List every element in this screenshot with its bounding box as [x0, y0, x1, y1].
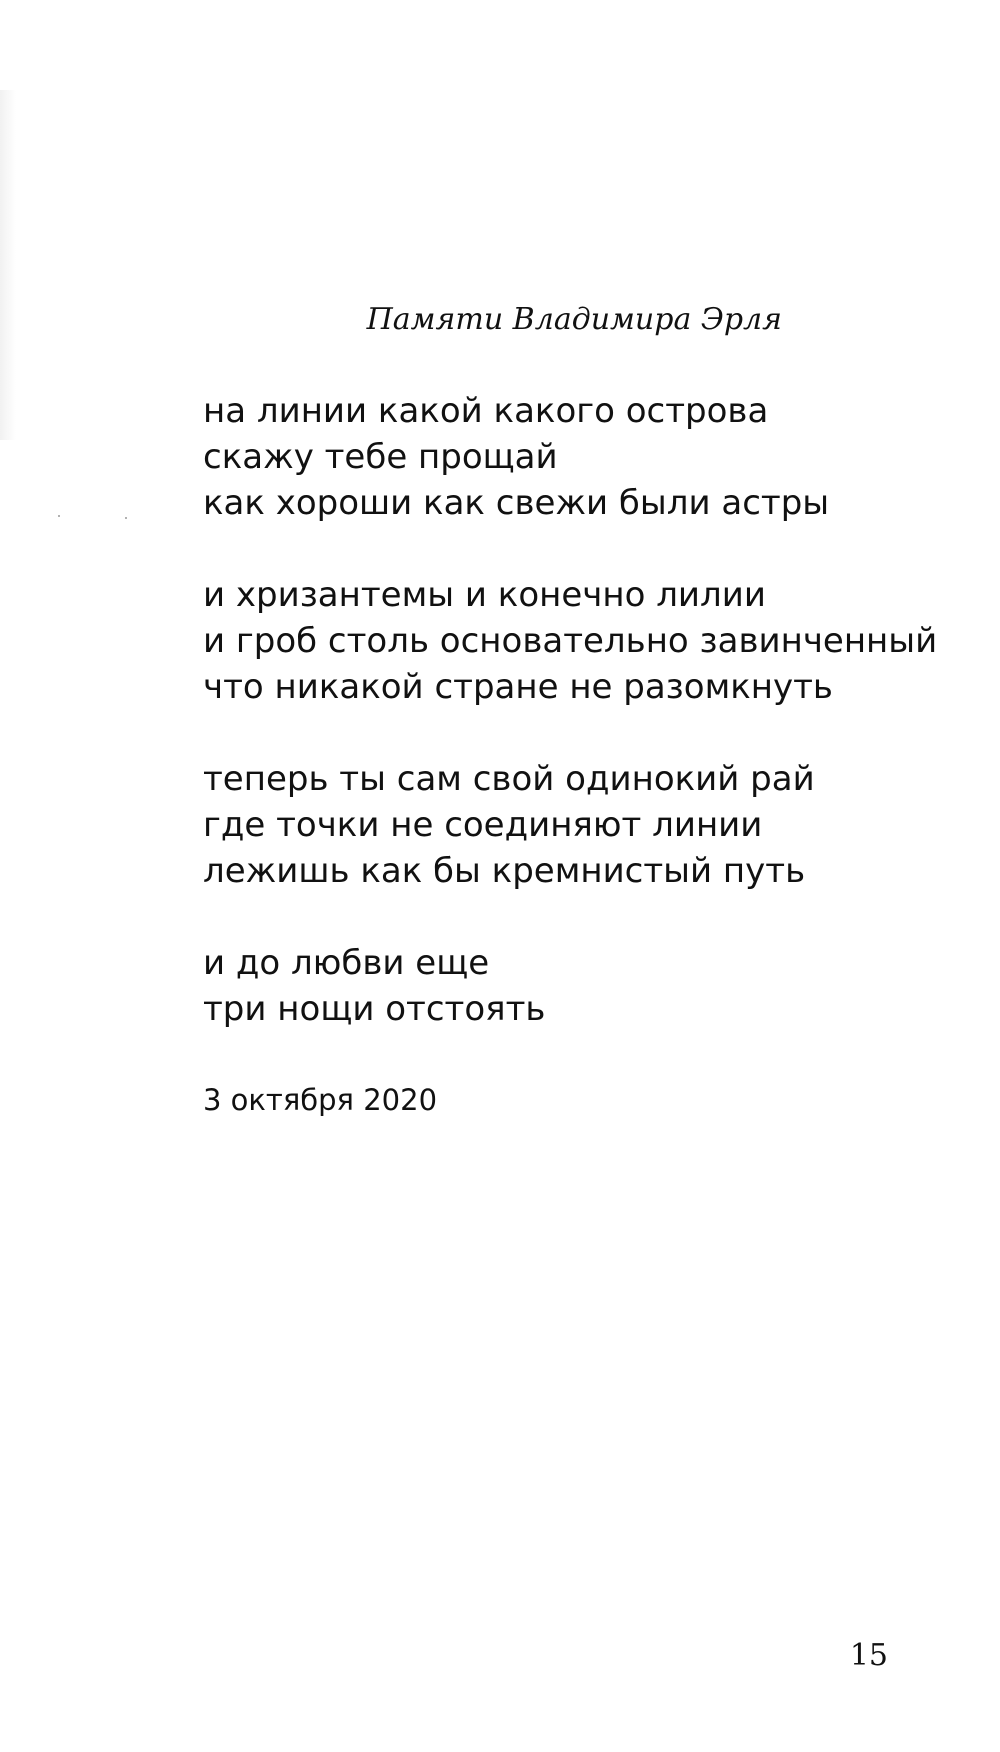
scan-speck: [125, 517, 127, 519]
scan-speck: [58, 515, 60, 517]
poem-line: лежишь как бы кремнистый путь: [203, 851, 806, 891]
poem-line: три нощи отстоять: [203, 989, 546, 1029]
poem-line: и хризантемы и конечно лилии: [203, 575, 766, 615]
stanza-4: [203, 940, 937, 1032]
poem-line: скажу тебе прощай: [203, 437, 558, 477]
poem: [203, 388, 937, 1078]
poem-line: на линии какой какого острова: [203, 391, 769, 431]
poem-date: 3 октября 2020: [203, 1083, 438, 1117]
poem-line: что никакой стране не разомкнуть: [203, 667, 833, 707]
poem-line: и до любви еще: [203, 943, 490, 983]
poem-line: теперь ты сам свой одинокий рай: [203, 759, 815, 799]
poem-line: и гроб столь основательно завинченный: [203, 621, 938, 661]
page-edge-shadow: [0, 90, 16, 440]
stanza-2: [203, 572, 937, 710]
dedication: Памяти Владимира Эрля: [366, 302, 782, 337]
page-number: 15: [849, 1638, 888, 1673]
poem-line: как хороши как свежи были астры: [203, 483, 830, 523]
stanza-3: [203, 756, 937, 894]
poem-line: где точки не соединяют линии: [203, 805, 763, 845]
stanza-1: [203, 388, 937, 526]
